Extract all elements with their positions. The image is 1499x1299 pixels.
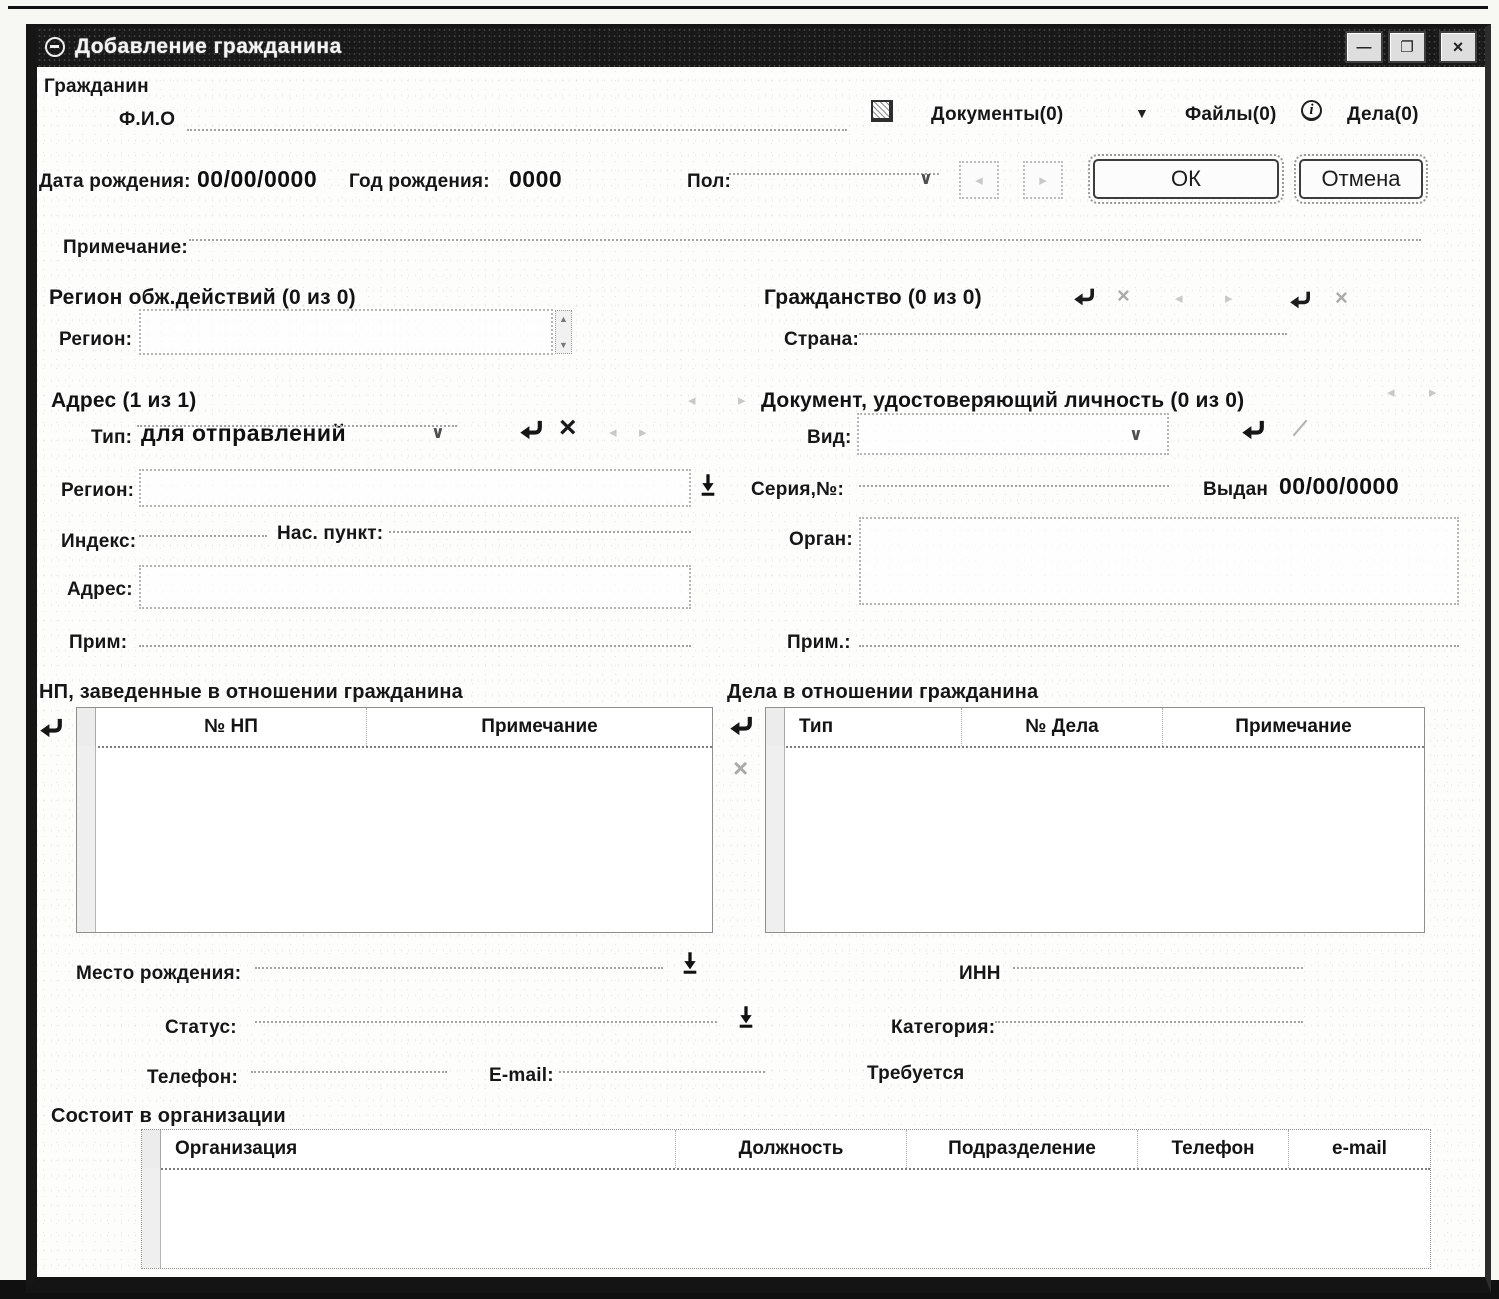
country-input[interactable] <box>859 307 1287 335</box>
settlement-input[interactable] <box>389 505 691 533</box>
address-label: Адрес: <box>67 579 133 600</box>
inn-label: ИНН <box>959 963 1001 984</box>
edit-identity-doc-icon[interactable] <box>1289 417 1311 439</box>
cases-table-gutter <box>766 746 785 932</box>
address-section-title: Адрес (1 из 1) <box>51 389 197 412</box>
cases-table-title: Дела в отношении гражданина <box>727 681 1039 703</box>
cancel-button[interactable]: Отмена <box>1299 159 1423 199</box>
np-col-number[interactable]: № НП <box>96 708 367 746</box>
note-label: Примечание: <box>63 237 188 258</box>
gender-label: Пол: <box>687 171 731 192</box>
cases-col-number[interactable]: № Дела <box>962 708 1163 746</box>
citizenship-section-title: Гражданство (0 из 0) <box>764 286 982 309</box>
org-col-phone[interactable]: Телефон <box>1138 1130 1289 1168</box>
org-col-position[interactable]: Должность <box>676 1130 907 1168</box>
org-table-title: Состоит в организации <box>51 1105 286 1127</box>
address-type-select[interactable] <box>137 399 457 427</box>
status-input[interactable] <box>255 995 717 1023</box>
country-label: Страна: <box>784 329 859 350</box>
doc-note-label: Прим.: <box>787 632 851 653</box>
np-table-gutter <box>77 746 96 932</box>
np-table-header <box>77 708 712 748</box>
cases-button[interactable]: Дела(0) <box>1347 104 1419 125</box>
add-citizen-dialog <box>26 24 1491 1293</box>
birth-place-import-icon[interactable] <box>681 951 699 975</box>
gender-select[interactable] <box>729 147 939 175</box>
np-table-title: НП, заведенные в отношении гражданина <box>39 681 463 703</box>
files-button[interactable]: Файлы(0) <box>1185 104 1277 125</box>
birth-year-label: Год рождения: <box>349 171 490 192</box>
next-record-icon: ▸ <box>1039 172 1047 189</box>
note-input[interactable] <box>189 213 1421 241</box>
address-rec-prev-icon[interactable]: ◂ <box>609 424 617 441</box>
app-icon <box>45 37 65 57</box>
org-col-organization[interactable]: Организация <box>161 1130 676 1168</box>
address-prev-icon[interactable]: ◂ <box>688 392 696 409</box>
birth-place-input[interactable] <box>255 941 663 969</box>
region-actions-input[interactable] <box>139 309 553 355</box>
region-actions-section-title: Регион обж.действий (0 из 0) <box>49 286 356 309</box>
address-type-chevron-down-icon[interactable]: ∨ <box>431 423 445 442</box>
dialog-content <box>37 67 1485 1277</box>
email-input[interactable] <box>559 1045 765 1073</box>
category-label: Категория: <box>891 1017 996 1038</box>
address-region-label: Регион: <box>61 480 135 501</box>
maximize-button[interactable]: ❐ <box>1388 31 1426 63</box>
next-record-button[interactable] <box>1023 161 1063 199</box>
authority-input[interactable] <box>859 517 1459 605</box>
gender-chevron-down-icon[interactable]: ∨ <box>919 169 933 188</box>
cases-table[interactable] <box>765 707 1425 933</box>
address-region-import-icon[interactable] <box>699 473 717 497</box>
status-import-icon[interactable] <box>737 1005 755 1029</box>
doc-kind-label: Вид: <box>807 427 852 448</box>
region-prev-icon[interactable]: ◂ <box>1175 290 1183 307</box>
inn-input[interactable] <box>1013 941 1303 969</box>
address-note-input[interactable] <box>139 619 691 647</box>
delete-citizenship-icon[interactable]: × <box>1335 285 1348 310</box>
np-col-note[interactable]: Примечание <box>481 716 598 737</box>
identity-doc-prev-icon[interactable]: ◂ <box>1387 384 1395 401</box>
birth-year-value[interactable]: 0000 <box>509 166 563 192</box>
delete-region-icon[interactable]: × <box>1117 283 1130 308</box>
identity-doc-section-title: Документ, удостоверяющий личность (0 из 0) <box>761 389 1245 412</box>
org-col-department[interactable]: Подразделение <box>907 1130 1138 1168</box>
category-input[interactable] <box>995 995 1303 1023</box>
region-actions-spinner[interactable] <box>555 310 572 354</box>
doc-kind-chevron-down-icon[interactable]: ∨ <box>1129 425 1143 444</box>
identity-doc-next-icon[interactable]: ▸ <box>1429 384 1437 401</box>
documents-dropdown-icon[interactable]: ▼ <box>1135 105 1149 121</box>
add-region-icon[interactable] <box>1073 285 1097 309</box>
add-address-icon[interactable] <box>519 417 545 443</box>
cases-row-selector-gutter <box>766 708 785 746</box>
birth-date-value[interactable]: 00/00/0000 <box>197 166 318 192</box>
region-actions-label: Регион: <box>59 329 133 350</box>
address-note-label: Прим: <box>69 632 128 653</box>
address-type-value[interactable]: для отправлений <box>141 420 347 446</box>
org-row-selector-gutter <box>142 1130 161 1168</box>
issued-value[interactable]: 00/00/0000 <box>1279 473 1400 499</box>
org-table-gutter <box>142 1168 161 1268</box>
region-next-icon[interactable]: ▸ <box>1225 290 1233 307</box>
doc-note-input[interactable] <box>859 619 1459 647</box>
phone-input[interactable] <box>251 1045 447 1073</box>
window-title: Добавление гражданина <box>75 35 342 58</box>
documents-icon[interactable] <box>871 100 893 122</box>
index-label: Индекс: <box>61 531 137 552</box>
org-table[interactable] <box>141 1129 1431 1269</box>
cases-col-type[interactable]: Тип <box>785 708 962 746</box>
phone-label: Телефон: <box>147 1067 238 1088</box>
prev-record-icon: ◂ <box>975 172 983 189</box>
required-label: Требуется <box>867 1063 965 1084</box>
org-col-email[interactable]: e-mail <box>1332 1138 1387 1159</box>
add-identity-doc-icon[interactable] <box>1241 417 1267 443</box>
authority-label: Орган: <box>789 529 853 550</box>
address-region-input[interactable] <box>139 469 691 507</box>
info-icon[interactable]: i <box>1301 100 1322 121</box>
address-rec-next-icon[interactable]: ▸ <box>639 424 647 441</box>
address-type-label: Тип: <box>91 427 133 448</box>
add-np-icon[interactable] <box>39 715 65 741</box>
np-row-selector-gutter <box>77 708 96 746</box>
cases-table-header <box>766 708 1424 748</box>
citizen-group-label: Гражданин <box>44 76 149 97</box>
close-button[interactable]: × <box>1439 31 1477 63</box>
series-input[interactable] <box>859 459 1169 487</box>
birth-date-label: Дата рождения: <box>39 171 191 192</box>
spinner-up-icon: ▲ <box>559 314 568 324</box>
issued-label: Выдан <box>1203 479 1269 500</box>
delete-address-icon[interactable]: × <box>559 411 577 444</box>
org-table-header <box>142 1130 1430 1170</box>
add-citizenship-icon[interactable] <box>1289 288 1313 312</box>
email-label: E-mail: <box>489 1065 554 1086</box>
doc-kind-select[interactable] <box>857 413 1169 455</box>
delete-case-icon[interactable]: × <box>733 753 749 783</box>
documents-button[interactable]: Документы(0) <box>931 104 1064 125</box>
prev-record-button[interactable] <box>959 161 999 199</box>
ok-button[interactable]: ОК <box>1093 159 1279 199</box>
series-label: Серия,№: <box>751 479 845 500</box>
status-label: Статус: <box>165 1017 237 1038</box>
fio-input[interactable] <box>187 103 847 131</box>
scan-edge-top <box>8 6 1488 9</box>
np-table[interactable] <box>76 707 713 933</box>
cases-col-note[interactable]: Примечание <box>1235 716 1352 737</box>
spinner-down-icon: ▼ <box>559 340 568 350</box>
title-bar <box>37 27 1485 67</box>
index-input[interactable] <box>139 509 267 537</box>
settlement-label: Нас. пункт: <box>277 523 384 544</box>
birth-place-label: Место рождения: <box>76 963 242 984</box>
minimize-button[interactable]: — <box>1345 31 1383 63</box>
address-input[interactable] <box>139 565 691 609</box>
add-case-icon[interactable] <box>729 713 755 739</box>
address-next-icon[interactable]: ▸ <box>738 392 746 409</box>
fio-label: Ф.И.О <box>119 109 176 130</box>
